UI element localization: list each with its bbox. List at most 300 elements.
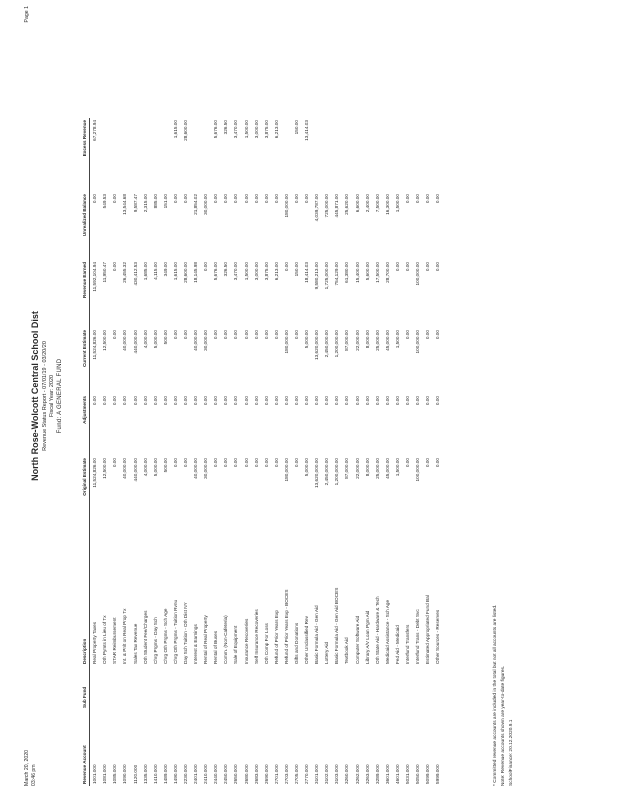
table-cell: 430,412.53 bbox=[132, 262, 138, 286]
table-cell: 1081.000 bbox=[102, 764, 108, 784]
table-cell: 9,580,213.00 bbox=[314, 262, 320, 290]
table-cell: 2450.000 bbox=[223, 764, 229, 784]
table-cell: 0.00 bbox=[263, 330, 269, 340]
table-cell: 500.00 bbox=[162, 458, 168, 473]
table-cell: Oth Student Fee/Charges bbox=[142, 610, 148, 664]
table-cell: 0.00 bbox=[223, 330, 229, 340]
table-cell: 30,000.00 bbox=[203, 194, 209, 215]
table-cell: 0.00 bbox=[233, 194, 239, 204]
table-row bbox=[332, 118, 342, 786]
table-cell: Other Unclassified Rev bbox=[304, 616, 310, 664]
table-cell: Sales Tax Revenue bbox=[132, 623, 138, 664]
table-cell: 5,000.00 bbox=[304, 330, 310, 349]
table-cell bbox=[352, 666, 362, 710]
table-row bbox=[231, 118, 241, 786]
table-cell: 0.00 bbox=[334, 396, 340, 406]
table-cell: 0.00 bbox=[182, 194, 188, 204]
table-cell: Basic Formula Aid - Gen Aid bbox=[314, 605, 320, 664]
table-cell: 0.00 bbox=[273, 396, 279, 406]
table-cell: 3262.000 bbox=[354, 764, 360, 784]
table-cell: 13,414.03 bbox=[304, 120, 310, 141]
table-cell: Gifts and Donations bbox=[294, 622, 300, 664]
table-cell bbox=[281, 666, 291, 710]
table-row bbox=[382, 118, 392, 786]
table-row bbox=[261, 118, 271, 786]
table-cell: 885.00 bbox=[152, 194, 158, 209]
table-cell: Interest & Earnings bbox=[193, 624, 199, 664]
table-cell: 0.00 bbox=[233, 396, 239, 406]
table-cell bbox=[221, 666, 231, 710]
table-row bbox=[221, 118, 231, 786]
table-cell: 445,871.00 bbox=[334, 194, 340, 218]
table-cell: Refund of Prior Years Exp bbox=[273, 610, 279, 664]
district-name: North Rose-Wolcott Central School Dist bbox=[30, 311, 40, 481]
table-cell: 0.00 bbox=[213, 396, 219, 406]
table-cell: 2,450,000.00 bbox=[324, 330, 330, 358]
table-cell bbox=[140, 666, 150, 710]
table-cell bbox=[150, 118, 160, 192]
table-cell: 4,000.00 bbox=[142, 458, 148, 477]
table-cell: 3263.000 bbox=[364, 764, 370, 784]
table-cell: 0.00 bbox=[243, 194, 249, 204]
table-cell: 5999.000 bbox=[435, 764, 441, 784]
table-cell: 0.00 bbox=[425, 194, 431, 204]
column-header: Description bbox=[82, 522, 89, 666]
table-cell: 0.00 bbox=[304, 396, 310, 406]
table-cell: 2701.000 bbox=[273, 764, 279, 784]
table-cell: 1,500.00 bbox=[394, 330, 400, 349]
table-cell: 0.00 bbox=[384, 396, 390, 406]
table-cell: 0.00 bbox=[102, 396, 108, 406]
table-header-row bbox=[82, 118, 89, 786]
table-cell: 500.00 bbox=[162, 330, 168, 345]
table-cell: Interfund Transfers bbox=[405, 624, 411, 664]
table-cell: 0.00 bbox=[172, 396, 178, 406]
table-cell: 0.00 bbox=[354, 396, 360, 406]
table-cell bbox=[362, 118, 372, 192]
table-cell: 0.00 bbox=[172, 330, 178, 340]
table-cell: 5,000.00 bbox=[152, 330, 158, 349]
column-header: Sub Fund bbox=[82, 666, 89, 710]
table-cell: 0.00 bbox=[435, 458, 441, 468]
table-cell: 754,129.00 bbox=[334, 262, 340, 286]
table-cell: 2705.000 bbox=[294, 764, 300, 784]
table-cell: 0.00 bbox=[243, 458, 249, 468]
table-cell: 0.00 bbox=[405, 262, 411, 272]
table-cell: 0.00 bbox=[263, 194, 269, 204]
table-cell: Chrg Oth Prgms - Sch Age bbox=[162, 608, 168, 664]
table-cell: 87,000.00 bbox=[344, 458, 350, 479]
table-row bbox=[120, 118, 130, 786]
table-cell: 0.00 bbox=[394, 396, 400, 406]
table-cell: 25,000.00 bbox=[374, 330, 380, 351]
table-cell: 440,000.00 bbox=[132, 330, 138, 354]
note-line: Note: Revenue accounts shown are year-to-date figures. bbox=[501, 665, 507, 786]
table-cell: 0.00 bbox=[253, 330, 259, 340]
table-cell: 9,587.47 bbox=[132, 194, 138, 213]
table-cell bbox=[89, 666, 100, 710]
table-cell bbox=[312, 118, 322, 192]
table-cell: 0.00 bbox=[92, 396, 98, 406]
table-cell: 6,600.00 bbox=[354, 194, 360, 213]
table-cell: 0.00 bbox=[132, 396, 138, 406]
table-cell: 3601.000 bbox=[384, 764, 390, 784]
table-cell: Library A/V Loan Pgm Aid bbox=[364, 610, 370, 664]
column-header: Unrealized Balance bbox=[82, 192, 89, 260]
rotated-report bbox=[24, 6, 549, 786]
table-cell: 0.00 bbox=[425, 262, 431, 272]
table-cell: 0.00 bbox=[162, 396, 168, 406]
table-cell bbox=[332, 118, 342, 192]
table-row bbox=[423, 118, 433, 786]
table-cell bbox=[433, 666, 443, 710]
table-cell: 2410.000 bbox=[203, 764, 209, 784]
table-cell: 2683.000 bbox=[253, 764, 259, 784]
table-cell bbox=[352, 118, 362, 192]
table-cell: 0.00 bbox=[193, 396, 199, 406]
page-number: Page 1 bbox=[24, 6, 30, 23]
table-cell: 1,685.00 bbox=[142, 262, 148, 281]
table-row bbox=[342, 118, 352, 786]
table-cell bbox=[120, 118, 130, 192]
table-cell bbox=[403, 666, 413, 710]
table-cell: 4601.000 bbox=[394, 764, 400, 784]
table-row bbox=[89, 118, 100, 786]
table-cell: 0.00 bbox=[283, 396, 289, 406]
table-cell: 3103.000 bbox=[334, 764, 340, 784]
table-cell: 5,000.00 bbox=[304, 458, 310, 477]
table-cell: 0.00 bbox=[435, 330, 441, 340]
table-cell: 3260.000 bbox=[344, 764, 350, 784]
table-cell: 549.53 bbox=[102, 194, 108, 209]
table-cell: 22,000.00 bbox=[354, 458, 360, 479]
table-cell: 5,000.00 bbox=[152, 458, 158, 477]
table-cell bbox=[322, 666, 332, 710]
table-cell: 1,725,000.00 bbox=[324, 262, 330, 290]
table-cell: 3,000.00 bbox=[253, 120, 259, 139]
table-cell: 0.00 bbox=[243, 396, 249, 406]
table-cell: Rental of Real Property bbox=[203, 615, 209, 664]
table-cell: 45,000.00 bbox=[384, 330, 390, 351]
table-cell bbox=[180, 666, 190, 710]
table-cell: 0.00 bbox=[253, 194, 259, 204]
table-cell: Oth Pymts in Lieu of Tx bbox=[102, 615, 108, 664]
table-cell: 8,000.00 bbox=[364, 458, 370, 477]
table-cell bbox=[403, 118, 413, 192]
report-notes bbox=[492, 605, 517, 786]
table-cell bbox=[160, 666, 170, 710]
table-cell: 3289.000 bbox=[374, 764, 380, 784]
column-header: Current Estimate bbox=[82, 328, 89, 394]
table-cell: 28,600.00 bbox=[182, 262, 188, 283]
report-date: March 20, 2020 bbox=[24, 749, 30, 786]
table-row bbox=[352, 118, 362, 786]
table-cell: 28,700.00 bbox=[384, 262, 390, 283]
report-titles bbox=[30, 6, 63, 786]
table-cell: 30,000.00 bbox=[203, 458, 209, 479]
table-cell: 100,000.00 bbox=[415, 330, 421, 354]
table-cell: 0.00 bbox=[223, 458, 229, 468]
table-cell: 3101.000 bbox=[314, 764, 320, 784]
table-cell: 7,500.00 bbox=[374, 194, 380, 213]
column-header: Revenue Earned bbox=[82, 260, 89, 328]
table-cell: 100,000.00 bbox=[415, 458, 421, 482]
table-cell: 0.00 bbox=[405, 396, 411, 406]
table-cell: 0.00 bbox=[394, 262, 400, 272]
table-cell: 1,500.00 bbox=[243, 262, 249, 281]
table-cell bbox=[362, 666, 372, 710]
table-cell bbox=[423, 666, 433, 710]
table-cell: 67,278.94 bbox=[92, 120, 98, 141]
note-line: * Committed revenue accounts are included in the total but not all accounts are listed. bbox=[493, 604, 498, 786]
table-cell: Comm. (Non-Cafeteria) bbox=[223, 615, 229, 664]
table-cell: 2,400.00 bbox=[364, 194, 370, 213]
table-cell: 3,470.00 bbox=[233, 120, 239, 139]
column-header: Original Estimate bbox=[82, 456, 89, 522]
table-row bbox=[130, 118, 140, 786]
table-cell: 5050.000 bbox=[415, 764, 421, 784]
table-cell: 0.00 bbox=[203, 262, 209, 272]
table-cell: 0.00 bbox=[213, 330, 219, 340]
table-cell: 0.00 bbox=[283, 262, 289, 272]
table-cell: 0.00 bbox=[122, 396, 128, 406]
table-cell: 0.00 bbox=[223, 194, 229, 204]
table-cell: 5031.000 bbox=[405, 764, 411, 784]
table-cell: Estimated Appropriated Fund Bal bbox=[425, 595, 431, 664]
table-cell: 0.00 bbox=[112, 330, 118, 340]
table-row bbox=[433, 118, 443, 786]
table-cell: 0.00 bbox=[294, 194, 300, 204]
table-cell: Day Sch Tuition - Oth Dist NY bbox=[182, 602, 188, 664]
table-cell bbox=[372, 118, 382, 192]
table-cell: 6,213.00 bbox=[273, 262, 279, 281]
column-header: Excess Revenue bbox=[82, 118, 89, 192]
table-cell: 2,315.00 bbox=[142, 194, 148, 213]
table-cell: 12,500.00 bbox=[102, 458, 108, 479]
table-cell: 16,300.00 bbox=[384, 194, 390, 215]
table-cell bbox=[201, 666, 211, 710]
table-cell: 3,875.00 bbox=[263, 120, 269, 139]
table-cell: 4,039,787.00 bbox=[314, 194, 320, 222]
table-cell bbox=[150, 666, 160, 710]
table-cell: 0.00 bbox=[243, 330, 249, 340]
table-row bbox=[322, 118, 332, 786]
table-cell bbox=[100, 666, 110, 710]
table-row bbox=[291, 118, 301, 786]
table-cell: 1,200,000.00 bbox=[334, 458, 340, 486]
table-cell: 12,500.00 bbox=[102, 330, 108, 351]
table-cell: 40,000.00 bbox=[122, 330, 128, 351]
table-cell: 0.00 bbox=[405, 194, 411, 204]
table-cell: Real Property Taxes bbox=[92, 621, 98, 664]
table-cell: 0.00 bbox=[415, 396, 421, 406]
table-cell: 1490.000 bbox=[172, 764, 178, 784]
table-cell bbox=[241, 666, 251, 710]
table-cell bbox=[231, 666, 241, 710]
table-cell: 17,500.00 bbox=[374, 262, 380, 283]
table-cell: 40,000.00 bbox=[193, 330, 199, 351]
table-cell bbox=[100, 118, 110, 192]
table-cell: 0.00 bbox=[344, 396, 350, 406]
table-cell: 1120.000 bbox=[132, 764, 138, 784]
fiscal-year: Fiscal Year: 2020 bbox=[49, 374, 55, 418]
table-cell: 3,470.00 bbox=[233, 262, 239, 281]
table-row bbox=[191, 118, 201, 786]
table-cell: 0.00 bbox=[405, 458, 411, 468]
table-cell: 0.00 bbox=[203, 396, 209, 406]
table-cell: 13,544.68 bbox=[122, 194, 128, 215]
table-cell bbox=[170, 666, 180, 710]
table-cell bbox=[281, 118, 291, 192]
table-cell: Medicaid Assistance - Sch Age bbox=[384, 599, 390, 664]
table-cell: 25,000.00 bbox=[374, 458, 380, 479]
table-cell: 0.00 bbox=[273, 330, 279, 340]
table-cell: 2440.000 bbox=[213, 764, 219, 784]
table-cell: 1,500.00 bbox=[394, 458, 400, 477]
table-row bbox=[160, 118, 170, 786]
table-cell: 4,000.00 bbox=[142, 330, 148, 349]
table-cell: 25,620.00 bbox=[344, 194, 350, 215]
table-cell: Rental of Buses bbox=[213, 630, 219, 664]
table-cell: STAR Reimbursement bbox=[112, 617, 118, 664]
table-cell: 0.00 bbox=[263, 396, 269, 406]
table-cell: 5,676.00 bbox=[213, 120, 219, 139]
table-cell: 11,524,826.00 bbox=[92, 330, 98, 360]
table-cell: Sale of Equipment bbox=[233, 625, 239, 664]
table-cell: 2703.000 bbox=[283, 764, 289, 784]
table-cell: 0.00 bbox=[112, 262, 118, 272]
table-cell: 0.00 bbox=[374, 396, 380, 406]
table-cell bbox=[110, 666, 120, 710]
table-cell bbox=[120, 666, 130, 710]
table-cell: 440,000.00 bbox=[132, 458, 138, 482]
table-row bbox=[251, 118, 261, 786]
table-cell: 0.00 bbox=[112, 458, 118, 468]
table-cell bbox=[392, 118, 402, 192]
table-row bbox=[362, 118, 372, 786]
table-cell bbox=[130, 666, 140, 710]
table-cell: 22,000.00 bbox=[354, 330, 360, 351]
table-row bbox=[110, 118, 120, 786]
table-cell: 2,450,000.00 bbox=[324, 458, 330, 486]
table-cell: 11,950.47 bbox=[102, 262, 108, 283]
table-row bbox=[140, 118, 150, 786]
table-cell: 0.00 bbox=[92, 194, 98, 204]
table-cell: Interfund Trans - Debt Svc bbox=[415, 609, 421, 664]
report-time: 03:46 pm bbox=[31, 764, 37, 786]
table-row bbox=[100, 118, 110, 786]
table-cell bbox=[191, 666, 201, 710]
table-cell: Chrg Prgms - Day Sch bbox=[152, 617, 158, 664]
table-cell: 0.00 bbox=[294, 330, 300, 340]
table-cell: Basic Formula Aid - Gen Aid BOCES bbox=[334, 587, 340, 664]
table-row bbox=[403, 118, 413, 786]
table-cell: 3,875.00 bbox=[263, 262, 269, 281]
report-title: Revenue Status Report - 07/01/19 - 03/20/20 bbox=[42, 341, 48, 451]
table-cell: 1090.000 bbox=[122, 764, 128, 784]
table-cell: 326.50 bbox=[223, 120, 229, 135]
table-cell bbox=[110, 118, 120, 192]
table-cell: 0.00 bbox=[273, 458, 279, 468]
table-cell: 725,000.00 bbox=[324, 194, 330, 218]
table-cell: 40,000.00 bbox=[122, 458, 128, 479]
table-cell bbox=[140, 118, 150, 192]
table-cell: 0.00 bbox=[425, 458, 431, 468]
table-cell: 0.00 bbox=[223, 396, 229, 406]
table-cell: 0.00 bbox=[425, 396, 431, 406]
table-cell bbox=[342, 666, 352, 710]
table-row bbox=[241, 118, 251, 786]
table-row bbox=[281, 118, 291, 786]
table-cell: Oth Comp For Loss bbox=[263, 623, 269, 664]
table-cell: 0.00 bbox=[415, 194, 421, 204]
table-row bbox=[312, 118, 322, 786]
table-row bbox=[413, 118, 423, 786]
table-cell: 326.50 bbox=[223, 262, 229, 277]
table-row bbox=[170, 118, 180, 786]
table-cell: 11,592,104.94 bbox=[92, 262, 98, 292]
table-cell: 0.00 bbox=[405, 330, 411, 340]
table-cell bbox=[322, 118, 332, 192]
table-cell bbox=[392, 666, 402, 710]
table-cell: Insurance Recoveries bbox=[243, 618, 249, 664]
table-cell bbox=[291, 666, 301, 710]
table-cell bbox=[251, 666, 261, 710]
table-cell: 0.00 bbox=[435, 194, 441, 204]
column-header: Adjustments bbox=[82, 394, 89, 456]
table-cell: 28,600.00 bbox=[182, 120, 188, 141]
table-cell: 0.00 bbox=[364, 396, 370, 406]
table-cell: 0.00 bbox=[142, 396, 148, 406]
table-cell bbox=[413, 666, 423, 710]
table-cell: 0.00 bbox=[233, 330, 239, 340]
table-cell bbox=[201, 118, 211, 192]
table-cell bbox=[312, 666, 322, 710]
table-cell: 30,000.00 bbox=[203, 330, 209, 351]
table-cell: 0.00 bbox=[112, 194, 118, 204]
table-cell: Oth State Aid - Hardware & Tech bbox=[374, 596, 380, 664]
table-cell: 0.00 bbox=[314, 396, 320, 406]
table-cell: Textbook Aid bbox=[344, 637, 350, 664]
table-cell bbox=[271, 666, 281, 710]
table-cell: 26,455.32 bbox=[122, 262, 128, 283]
table-cell bbox=[423, 118, 433, 192]
table-cell: 0.00 bbox=[273, 194, 279, 204]
table-cell bbox=[130, 118, 140, 192]
table-cell: 15,400.00 bbox=[354, 262, 360, 283]
table-cell: 1085.000 bbox=[112, 764, 118, 784]
table-cell: 2690.000 bbox=[263, 764, 269, 784]
table-cell: 8,000.00 bbox=[364, 330, 370, 349]
table-cell: 0.00 bbox=[182, 396, 188, 406]
table-cell: 13,620,000.00 bbox=[314, 330, 320, 360]
table-cell: 18,414.03 bbox=[304, 262, 310, 283]
table-cell: 11,524,826.00 bbox=[92, 458, 98, 488]
table-cell: 61,380.00 bbox=[344, 262, 350, 283]
table-cell: 1,500.00 bbox=[394, 194, 400, 213]
table-cell: Chrg Oth Prgms - Tuition Rvnu bbox=[172, 599, 178, 664]
table-cell: 4,115.00 bbox=[152, 262, 158, 280]
table-cell: 13,620,000.00 bbox=[314, 458, 320, 488]
table-cell bbox=[413, 118, 423, 192]
table-cell bbox=[302, 666, 312, 710]
table-cell: 0.00 bbox=[263, 458, 269, 468]
table-cell: 5,600.00 bbox=[364, 262, 370, 281]
table-cell bbox=[342, 118, 352, 192]
table-cell: 1,500.00 bbox=[243, 120, 249, 139]
table-cell bbox=[211, 666, 221, 710]
table-cell bbox=[433, 118, 443, 192]
